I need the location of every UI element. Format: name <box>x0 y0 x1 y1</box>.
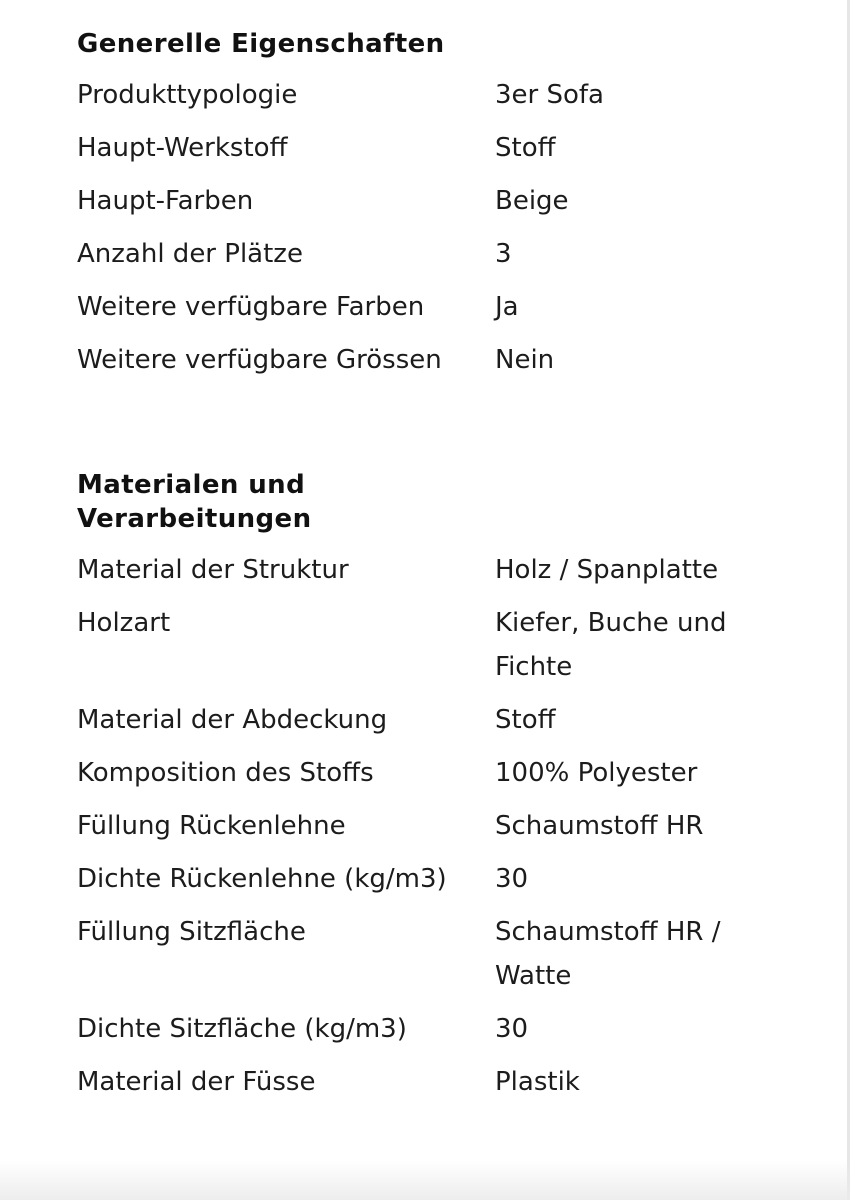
spec-label: Anzahl der Plätze <box>77 239 303 269</box>
spec-row <box>77 910 777 998</box>
spec-value: Schaumstoff HR <box>495 811 704 841</box>
spec-value: 3er Sofa <box>495 80 604 110</box>
spec-table <box>77 548 777 1104</box>
spec-row <box>77 1007 777 1051</box>
spec-value: Stoff <box>495 133 556 163</box>
spec-row <box>77 548 777 592</box>
spec-label: Füllung Rückenlehne <box>77 811 346 841</box>
spec-table <box>77 73 777 382</box>
spec-row <box>77 751 777 795</box>
section-title: Materialen und Verarbeitungen <box>77 470 312 534</box>
spec-row <box>77 73 777 117</box>
spec-value: 3 <box>495 239 512 269</box>
spec-label: Dichte Rückenlehne (kg/m3) <box>77 864 447 894</box>
spec-value: Schaumstoff HR / Watte <box>495 917 721 991</box>
bottom-edge-shadow <box>0 1160 850 1200</box>
spec-label: Weitere verfügbare Farben <box>77 292 425 322</box>
spec-label: Füllung Sitzfläche <box>77 917 306 947</box>
spec-label: Komposition des Stoffs <box>77 758 374 788</box>
spec-value: Stoff <box>495 705 556 735</box>
spec-label: Weitere verfügbare Grössen <box>77 345 442 375</box>
spec-value: 30 <box>495 864 529 894</box>
spec-row <box>77 698 777 742</box>
spec-value: Ja <box>495 292 519 322</box>
section-materials <box>77 468 777 1113</box>
spec-value: Nein <box>495 345 555 375</box>
spec-row <box>77 285 777 329</box>
spec-row <box>77 126 777 170</box>
spec-row <box>77 857 777 901</box>
spec-label: Material der Struktur <box>77 555 349 585</box>
spec-row <box>77 804 777 848</box>
spec-label: Material der Füsse <box>77 1067 316 1097</box>
section-title: Generelle Eigenschaften <box>77 29 445 59</box>
spec-row <box>77 1060 777 1104</box>
spec-value: Plastik <box>495 1067 580 1097</box>
spec-label: Haupt-Werkstoff <box>77 133 288 163</box>
spec-label: Haupt-Farben <box>77 186 254 216</box>
spec-label: Dichte Sitzfläche (kg/m3) <box>77 1014 407 1044</box>
spec-value: Beige <box>495 186 569 216</box>
spec-value: Kiefer, Buche und Fichte <box>495 608 727 682</box>
spec-row <box>77 601 777 689</box>
spec-label: Holzart <box>77 608 171 638</box>
spec-value: Holz / Spanplatte <box>495 555 719 585</box>
spec-label: Produkttypologie <box>77 80 298 110</box>
spec-label: Material der Abdeckung <box>77 705 388 735</box>
spec-row <box>77 232 777 276</box>
spec-value: 30 <box>495 1014 529 1044</box>
spec-value: 100% Polyester <box>495 758 698 788</box>
spec-row <box>77 179 777 223</box>
spec-row <box>77 338 777 382</box>
section-general-properties <box>77 27 777 391</box>
